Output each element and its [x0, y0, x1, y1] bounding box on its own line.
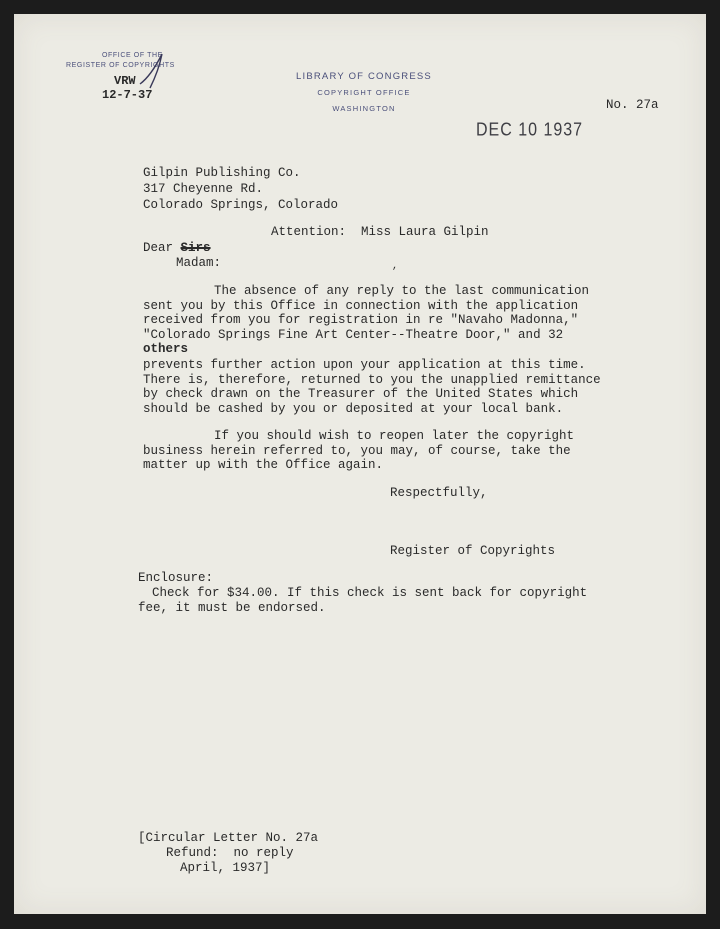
body-line: business herein referred to, you may, of course, take the: [143, 443, 571, 458]
body-line: If you should wish to reopen later the copyright: [214, 429, 575, 443]
office-seal-line2: REGISTER OF COPYRIGHTS: [66, 62, 175, 69]
letterhead-org: LIBRARY OF CONGRESS: [296, 71, 432, 82]
footer-line: Refund: no reply: [166, 846, 294, 860]
letterhead-dept: COPYRIGHT OFFICE: [317, 88, 411, 97]
body-line: others: [143, 342, 189, 356]
body-line: received from you for registration in re "Navaho Madonna,": [143, 313, 579, 327]
struck-out-word: Sirs: [180, 241, 211, 255]
date-received-stamp: DEC 10 1937: [476, 120, 584, 141]
closing: Respectfully,: [390, 486, 488, 500]
attention-line: Attention: Miss Laura Gilpin: [271, 225, 489, 239]
recipient-name: Gilpin Publishing Co.: [143, 166, 301, 180]
body-line: matter up with the Office again.: [143, 458, 384, 472]
salutation-madam: Madam:: [176, 256, 222, 270]
enclosure-label: Enclosure:: [138, 571, 214, 585]
body-line: There is, therefore, returned to you the unapplied remittance: [143, 372, 601, 387]
office-date: 12-7-37: [102, 88, 153, 102]
body-line: sent you by this Office in connection with the application: [143, 298, 579, 313]
office-seal-line1: OFFICE OF THE: [102, 52, 163, 59]
footer-line: [Circular Letter No. 27a: [138, 831, 319, 845]
signature-title: Register of Copyrights: [390, 544, 556, 558]
letter-page: [14, 14, 706, 914]
recipient-street: 317 Cheyenne Rd.: [143, 182, 264, 196]
enclosure-line: Check for $34.00. If this check is sent back for copyright: [152, 586, 588, 600]
body-line: The absence of any reply to the last communication: [214, 284, 590, 298]
reference-number: No. 27a: [606, 98, 659, 112]
salutation-line: [143, 241, 211, 256]
stray-comma: ,: [392, 261, 399, 272]
letterhead-city: WASHINGTON: [332, 104, 396, 113]
office-initials: VRW: [114, 74, 136, 88]
enclosure-line: fee, it must be endorsed.: [138, 601, 326, 615]
body-line: should be cashed by you or deposited at your local bank.: [143, 401, 564, 416]
salutation-dear: Dear: [143, 241, 174, 255]
body-line: prevents further action upon your application at this time.: [143, 358, 586, 372]
body-line: by check drawn on the Treasurer of the United States which: [143, 387, 579, 401]
recipient-city: Colorado Springs, Colorado: [143, 198, 339, 212]
body-line: "Colorado Springs Fine Art Center--Theatre Door," and 32: [143, 327, 564, 342]
footer-line: April, 1937]: [180, 861, 271, 875]
